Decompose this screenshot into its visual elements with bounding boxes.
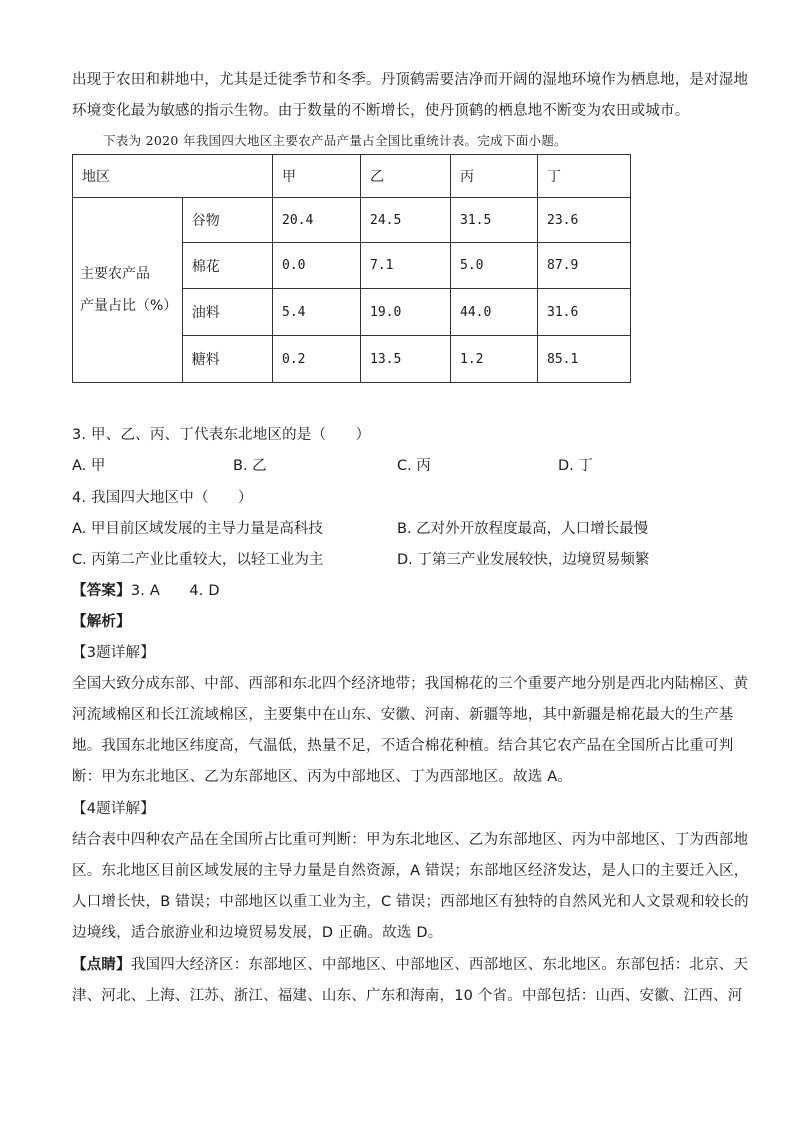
row-name: 谷物	[182, 198, 272, 243]
question-3-option-a: A. 甲	[72, 458, 106, 474]
answer-line	[72, 579, 220, 600]
header-col-bing: 丙	[451, 155, 538, 198]
table-cell: 1.2	[451, 336, 538, 383]
remark-text-1: 我国四大经济区：东部地区、中部地区、中部地区、西部地区、东北地区。东部包括：北京、天	[130, 957, 749, 973]
row-name: 糖料	[182, 336, 272, 383]
table-cell: 44.0	[451, 289, 538, 336]
table-cell: 5.0	[451, 243, 538, 289]
remark-line-2: 津、河北、上海、江苏、浙江、福建、山东、广东和海南，10 个省。中部包括：山西、安徽、江西、河	[72, 988, 743, 1004]
question-3-option-d: D. 丁	[558, 458, 593, 474]
header-col-yi: 乙	[361, 155, 451, 198]
analysis-label: 【解析】	[72, 614, 131, 630]
q3-detail-line-3: 地。我国东北地区纬度高，气温低，热量不足，不适合棉花种植。结合其它农产品在全国所占比重可判	[72, 738, 734, 754]
table-row	[73, 198, 631, 243]
row-name: 油料	[182, 289, 272, 336]
table-cell: 85.1	[538, 336, 631, 383]
question-3-option-b: B. 乙	[233, 458, 267, 474]
table-cell: 20.4	[273, 198, 361, 243]
q4-detail-label: 【4题详解】	[72, 801, 155, 817]
q3-detail-line-4: 断：甲为东北地区、乙为东部地区、丙为中部地区、丁为西部地区。故选 A。	[72, 769, 573, 785]
row-name: 棉花	[182, 243, 272, 289]
table-cell: 31.6	[538, 289, 631, 336]
table-header-row	[73, 155, 631, 198]
q3-detail-line-1: 全国大致分成东部、中部、西部和东北四个经济地带；我国棉花的三个重要产地分别是西北内陆棉区、黄	[72, 676, 749, 692]
production-share-table	[72, 154, 631, 383]
question-3-stem: 3. 甲、乙、丙、丁代表东北地区的是（ ）	[72, 427, 371, 443]
table-cell: 24.5	[361, 198, 451, 243]
answer-value: 3. A 4. D	[130, 583, 220, 599]
q3-detail-label: 【3题详解】	[72, 645, 155, 661]
question-4-option-d: D. 丁第三产业发展较快，边境贸易频繁	[397, 552, 650, 568]
table-cell: 87.9	[538, 243, 631, 289]
question-4-option-b: B. 乙对外开放程度最高，人口增长最慢	[397, 521, 649, 537]
q4-detail-line-2: 区。东北地区目前区域发展的主导力量是自然资源，A 错误；东部地区经济发达，是人口的主要迁入区，	[72, 863, 749, 879]
table-caption: 下表为 2020 年我国四大地区主要农产品产量占全国比重统计表。完成下面小题。	[103, 133, 567, 148]
header-region: 地区	[73, 155, 273, 198]
table-cell: 0.2	[273, 336, 361, 383]
q4-detail-line-4: 边境线，适合旅游业和边境贸易发展，D 正确。故选 D。	[72, 925, 443, 941]
question-3-option-c: C. 丙	[397, 458, 431, 474]
intro-line-2: 环境变化最为敏感的指示生物。由于数量的不断增长，使丹顶鹤的栖息地不断变为农田或城市。	[72, 103, 690, 119]
table-cell: 19.0	[361, 289, 451, 336]
question-4-stem: 4. 我国四大地区中（ ）	[72, 490, 253, 506]
table-cell: 13.5	[361, 336, 451, 383]
q4-detail-line-1: 结合表中四种农产品在全国所占比重可判断：甲为东北地区、乙为东部地区、丙为中部地区、丁为西部地	[72, 832, 749, 848]
table-cell: 23.6	[538, 198, 631, 243]
q4-detail-line-3: 人口增长快，B 错误；中部地区以重工业为主，C 错误；西部地区有独特的自然风光和人文景观和较长的	[72, 894, 749, 910]
table-cell: 31.5	[451, 198, 538, 243]
intro-line-1: 出现于农田和耕地中，尤其是迁徙季节和冬季。丹顶鹤需要洁净而开阔的湿地环境作为栖息地，是对湿地	[72, 72, 749, 88]
row-group-label-line2: 产量占比（%）	[80, 298, 178, 314]
row-group-label-line1: 主要农产品	[80, 266, 150, 282]
q3-detail-line-2: 河流域棉区和长江流域棉区，主要集中在山东、安徽、河南、新疆等地，其中新疆是棉花最大的生产基	[72, 707, 734, 723]
question-4-option-a: A. 甲目前区域发展的主导力量是高科技	[72, 521, 323, 537]
table-cell: 7.1	[361, 243, 451, 289]
header-col-ding: 丁	[538, 155, 631, 198]
answer-label: 【答案】	[72, 583, 131, 599]
table-cell: 0.0	[273, 243, 361, 289]
remark-line-1	[72, 953, 748, 974]
header-col-jia: 甲	[273, 155, 361, 198]
remark-label: 【点睛】	[72, 957, 131, 973]
table-cell: 5.4	[273, 289, 361, 336]
question-4-option-c: C. 丙第二产业比重较大，以轻工业为主	[72, 552, 324, 568]
row-group-label	[73, 198, 183, 383]
